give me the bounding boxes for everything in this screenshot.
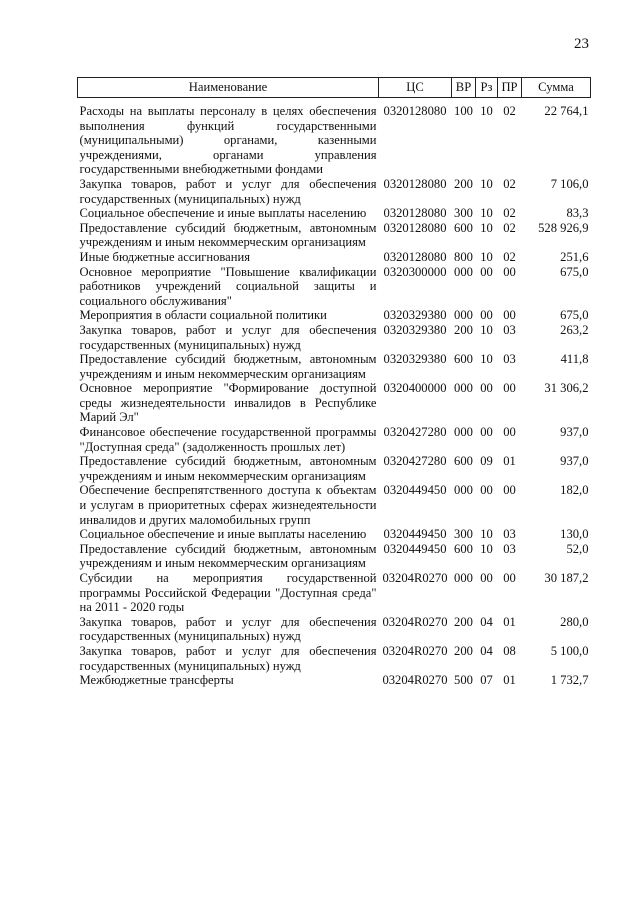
cell-pr: 01: [503, 673, 516, 688]
cell-name: Субсидии на мероприятия государственной программы Российской Федерации "Доступная среда" на 2011 - 2020 годы: [79, 571, 377, 615]
cell-sum: 937,0: [560, 454, 589, 469]
cell-vr: 600: [454, 454, 473, 469]
cell-name: Закупка товаров, работ и услуг для обеспечения государственных (муниципальных) нужд: [79, 614, 377, 644]
table-header: [78, 78, 591, 98]
cell-pr: 02: [503, 249, 516, 264]
table-body: [78, 98, 591, 688]
table-row: [78, 265, 591, 309]
cell-rz: 10: [480, 527, 493, 542]
table-row: [78, 352, 591, 381]
cell-name: Основное мероприятие "Повышение квалификации работников учреждений социальной защиты и социального обслуживания": [79, 264, 377, 308]
header-sum: Сумма: [522, 78, 591, 98]
cell-name: Социальное обеспечение и иные выплаты населению: [79, 527, 367, 542]
cell-pr: 01: [503, 454, 516, 469]
cell-rz: 09: [480, 454, 493, 469]
cell-vr: 600: [454, 541, 473, 556]
header-row: [78, 78, 591, 98]
cell-pr: 02: [503, 220, 516, 235]
cell-name: Предоставление субсидий бюджетным, автономным учреждениям и иным некоммерческим организациям: [79, 541, 377, 571]
cell-sum: 182,0: [560, 483, 589, 498]
cell-pr: 00: [503, 571, 516, 585]
cell-rz: 00: [480, 308, 493, 323]
cell-rz: 10: [480, 322, 493, 337]
table-row: [78, 221, 591, 250]
cell-vr: 200: [454, 176, 473, 191]
page-number: 23: [574, 36, 589, 52]
cell-name: Иные бюджетные ассигнования: [79, 249, 251, 264]
cell-cs: 03204R0270: [382, 643, 448, 658]
table-row: [78, 542, 591, 571]
cell-vr: 300: [454, 527, 473, 542]
cell-vr: 100: [454, 104, 473, 118]
header-vr: ВР: [452, 78, 476, 98]
table-row: [78, 323, 591, 352]
cell-rz: 00: [480, 425, 493, 440]
cell-sum: 675,0: [560, 308, 589, 323]
header-rz: Рз: [476, 78, 498, 98]
cell-vr: 000: [454, 381, 473, 396]
cell-sum: 528 926,9: [538, 220, 589, 235]
cell-name: Закупка товаров, работ и услуг для обеспечения государственных (муниципальных) нужд: [79, 322, 377, 352]
cell-sum: 22 764,1: [544, 104, 589, 118]
cell-cs: 0320128080: [383, 249, 447, 264]
cell-cs: 0320449450: [383, 527, 447, 542]
header-name: Наименование: [78, 78, 379, 98]
cell-name: Расходы на выплаты персоналу в целях обеспечения выполнения функций государственными (муниципальными) органами, казенными учреждениями, органами управления государственными внебюджетными фондами: [79, 104, 377, 177]
table-row: [78, 571, 591, 615]
cell-sum: 675,0: [560, 264, 589, 279]
cell-pr: 02: [503, 206, 516, 221]
cell-vr: 300: [454, 206, 473, 221]
cell-sum: 263,2: [560, 322, 589, 337]
cell-pr: 00: [503, 308, 516, 323]
cell-rz: 00: [480, 483, 493, 498]
cell-pr: 03: [503, 541, 516, 556]
cell-pr: 00: [503, 264, 516, 279]
table-row: [78, 381, 591, 425]
cell-vr: 000: [454, 425, 473, 440]
table-row: [78, 308, 591, 323]
header-pr: ПР: [498, 78, 522, 98]
cell-vr: 600: [454, 352, 473, 367]
cell-vr: 200: [454, 643, 473, 658]
cell-cs: 0320128080: [383, 176, 447, 191]
cell-pr: 03: [503, 322, 516, 337]
cell-cs: 0320128080: [383, 220, 447, 235]
cell-vr: 000: [454, 308, 473, 323]
cell-sum: 280,0: [560, 614, 589, 629]
cell-cs: 0320449450: [383, 483, 447, 498]
cell-vr: 200: [454, 614, 473, 629]
cell-pr: 08: [503, 643, 516, 658]
cell-vr: 000: [454, 483, 473, 498]
budget-table: [77, 77, 591, 688]
cell-name: Финансовое обеспечение государственной программы "Доступная среда" (задолженность прошлых лет): [79, 425, 377, 454]
cell-vr: 200: [454, 322, 473, 337]
cell-rz: 10: [480, 104, 493, 118]
cell-cs: 03204R0270: [382, 614, 448, 629]
table-row: [78, 104, 591, 177]
table-row: [78, 644, 591, 673]
cell-name: Закупка товаров, работ и услуг для обеспечения государственных (муниципальных) нужд: [79, 176, 377, 206]
cell-rz: 00: [480, 264, 493, 279]
table-row: [78, 673, 591, 688]
cell-cs: 0320300000: [383, 264, 447, 279]
cell-pr: 03: [503, 527, 516, 542]
cell-cs: 0320329380: [383, 352, 447, 367]
cell-name: Межбюджетные трансферты: [79, 673, 234, 688]
cell-rz: 10: [480, 352, 493, 367]
cell-sum: 7 106,0: [550, 176, 589, 191]
cell-name: Социальное обеспечение и иные выплаты населению: [79, 206, 367, 221]
cell-cs: 0320449450: [383, 541, 447, 556]
cell-name: Предоставление субсидий бюджетным, автономным учреждениям и иным некоммерческим организациям: [79, 454, 377, 483]
cell-name: Предоставление субсидий бюджетным, автономным учреждениям и иным некоммерческим организациям: [79, 220, 377, 250]
table-row: [78, 615, 591, 644]
cell-pr: 00: [503, 483, 516, 498]
header-cs: ЦС: [379, 78, 452, 98]
cell-cs: 0320427280: [383, 454, 447, 469]
cell-pr: 02: [503, 104, 516, 118]
cell-vr: 600: [454, 220, 473, 235]
cell-pr: 00: [503, 425, 516, 440]
cell-vr: 800: [454, 249, 473, 264]
cell-pr: 02: [503, 176, 516, 191]
cell-rz: 04: [480, 643, 493, 658]
cell-pr: 01: [503, 614, 516, 629]
cell-vr: 000: [454, 571, 473, 585]
cell-sum: 411,8: [560, 352, 589, 367]
cell-sum: 52,0: [566, 541, 589, 556]
table-row: [78, 250, 591, 265]
cell-sum: 30 187,2: [544, 571, 589, 585]
cell-name: Обеспечение беспрепятственного доступа к объектам и услугам в приоритетных сферах жизнедеятельности инвалидов и других маломобильных групп: [79, 483, 377, 527]
cell-cs: 0320329380: [383, 322, 447, 337]
cell-rz: 04: [480, 614, 493, 629]
cell-rz: 10: [480, 176, 493, 191]
cell-rz: 10: [480, 206, 493, 221]
cell-rz: 07: [480, 673, 493, 688]
table-row: [78, 177, 591, 206]
cell-pr: 03: [503, 352, 516, 367]
cell-vr: 000: [454, 264, 473, 279]
cell-pr: 00: [503, 381, 516, 396]
cell-cs: 0320128080: [383, 206, 447, 221]
cell-sum: 1 732,7: [550, 673, 589, 688]
cell-name: Закупка товаров, работ и услуг для обеспечения государственных (муниципальных) нужд: [79, 643, 377, 673]
cell-name: Основное мероприятие "Формирование доступной среды жизнедеятельности инвалидов в Республике Марий Эл": [79, 381, 377, 425]
table-row: [78, 454, 591, 483]
cell-sum: 937,0: [560, 425, 589, 440]
cell-rz: 00: [480, 571, 493, 585]
cell-sum: 130,0: [560, 527, 589, 542]
cell-sum: 251,6: [560, 249, 589, 264]
cell-sum: 31 306,2: [544, 381, 589, 396]
table-row: [78, 425, 591, 454]
cell-rz: 10: [480, 249, 493, 264]
cell-cs: 0320400000: [383, 381, 447, 396]
cell-rz: 10: [480, 541, 493, 556]
cell-cs: 0320128080: [383, 104, 447, 118]
cell-cs: 0320329380: [383, 308, 447, 323]
cell-vr: 500: [454, 673, 473, 688]
cell-cs: 03204R0270: [382, 571, 448, 585]
table-row: [78, 483, 591, 527]
table-row: [78, 206, 591, 221]
cell-sum: 5 100,0: [550, 643, 589, 658]
cell-sum: 83,3: [566, 206, 589, 221]
cell-cs: 03204R0270: [382, 673, 448, 688]
cell-cs: 0320427280: [383, 425, 447, 440]
cell-rz: 10: [480, 220, 493, 235]
cell-name: Мероприятия в области социальной политики: [79, 308, 327, 323]
cell-rz: 00: [480, 381, 493, 396]
cell-name: Предоставление субсидий бюджетным, автономным учреждениям и иным некоммерческим организациям: [79, 352, 377, 381]
table-row: [78, 527, 591, 542]
